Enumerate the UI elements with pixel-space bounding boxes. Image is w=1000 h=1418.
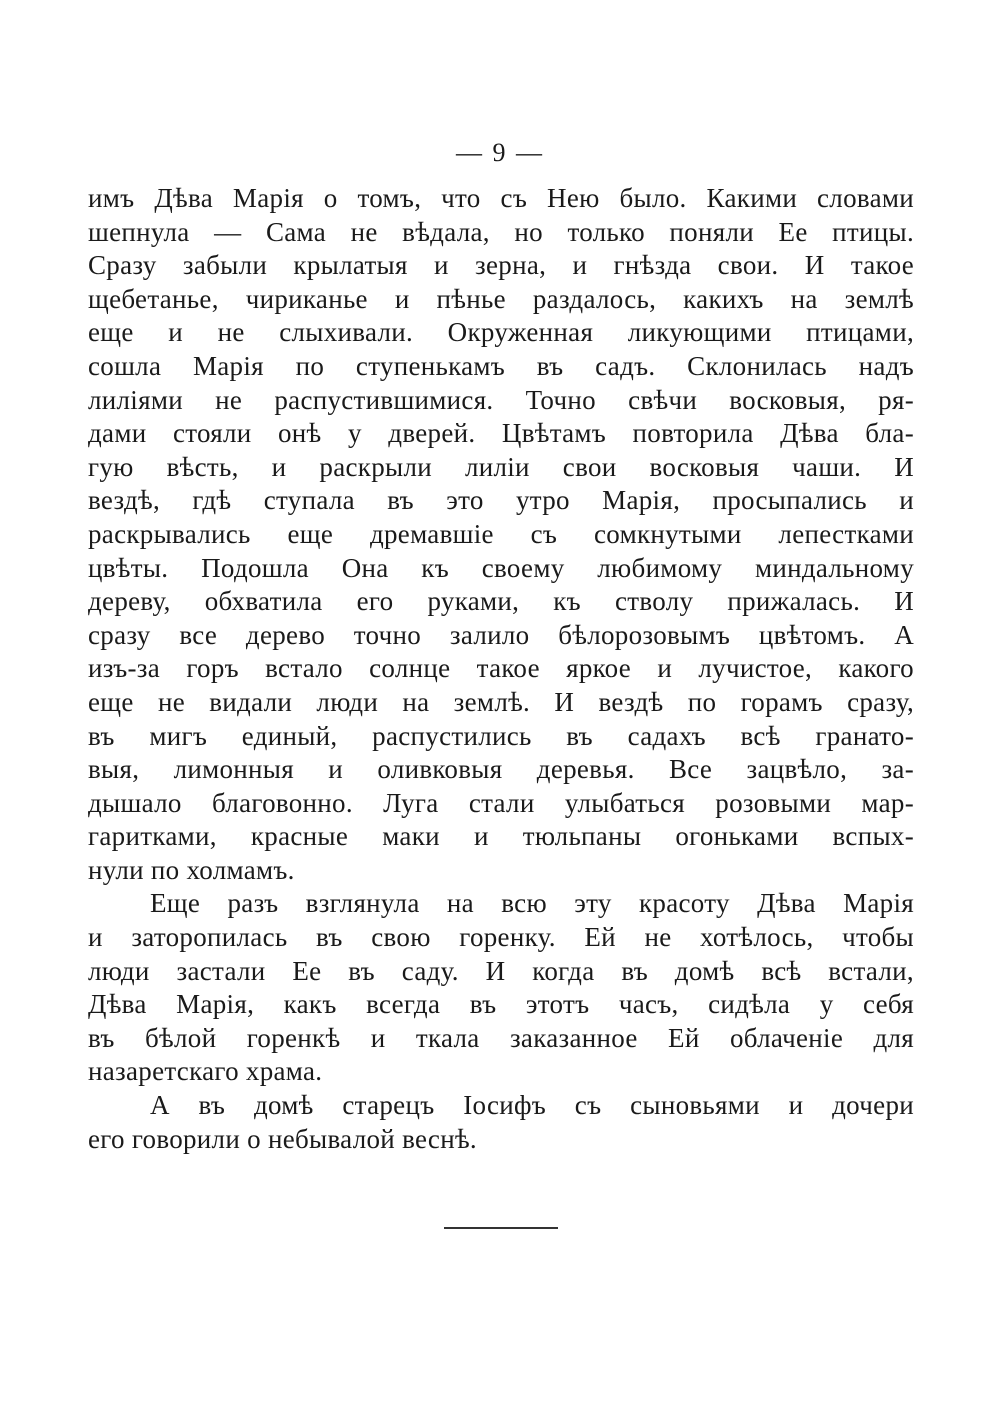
text-line: Дѣва Марія, какъ всегда въ этотъ часъ, сидѣла у себя	[88, 989, 914, 1020]
text-line: дышало благовонно. Луга стали улыбаться розовыми мар-	[88, 787, 914, 818]
text-line: дами стояли онѣ у дверей. Цвѣтамъ повторила Дѣва бла-	[88, 418, 914, 449]
text-line: щебетанье, чириканье и пѣнье раздалось, какихъ на землѣ	[88, 283, 914, 314]
body-text	[88, 182, 914, 1156]
text-line: раскрывались еще дремавшіе съ сомкнутыми лепестками	[88, 518, 914, 549]
text-line: гаритками, красные маки и тюльпаны огоньками вспых-	[88, 821, 914, 852]
text-line: въ мигъ единый, распустились въ садахъ всѣ гранато-	[88, 720, 914, 751]
text-line: сошла Марія по ступенькамъ въ садъ. Склонилась надъ	[88, 350, 914, 381]
text-line: еще не видали люди на землѣ. И вездѣ по горамъ сразу,	[88, 686, 914, 717]
text-line: нули по холмамъ.	[88, 854, 295, 885]
text-line: Сразу забыли крылатыя и зерна, и гнѣзда свои. И такое	[88, 250, 914, 281]
text-line: еще и не слыхивали. Окруженная ликующими птицами,	[88, 317, 914, 348]
section-end-rule	[444, 1227, 558, 1229]
text-line: А въ домѣ старецъ Іосифъ съ сыновьями и дочери	[150, 1090, 914, 1121]
text-line: лиліями не распустившимися. Точно свѣчи восковыя, ря-	[88, 384, 914, 415]
text-line: имъ Дѣва Марія о томъ, что съ Нею было. Какими словами	[88, 183, 914, 213]
text-line: его говорили о небывалой веснѣ.	[88, 1123, 477, 1154]
text-line: сразу все дерево точно залило бѣлорозовымъ цвѣтомъ. А	[88, 619, 914, 650]
text-line: Еще разъ взглянула на всю эту красоту Дѣва Марія	[150, 888, 914, 919]
text-line: шепнула — Сама не вѣдала, но только поняли Ее птицы.	[88, 216, 914, 247]
text-line: гую вѣсть, и раскрыли лиліи свои восковыя чаши. И	[88, 451, 914, 482]
text-line: въ бѣлой горенкѣ и ткала заказанное Ей облаченіе для	[88, 1022, 914, 1053]
text-line: вездѣ, гдѣ ступала въ это утро Марія, просыпались и	[88, 485, 914, 516]
text-line: цвѣты. Подошла Она къ своему любимому миндальному	[88, 552, 914, 583]
text-line: изъ-за горъ встало солнце такое яркое и лучистое, какого	[88, 653, 914, 684]
text-line: дереву, обхватила его руками, къ стволу прижалась. И	[88, 586, 914, 617]
text-line: назаретскаго храма.	[88, 1056, 323, 1087]
text-line: люди застали Ее въ саду. И когда въ домѣ всѣ встали,	[88, 955, 914, 986]
text-line: выя, лимонныя и оливковыя деревья. Все зацвѣло, за-	[88, 754, 914, 785]
page-number: — 9 —	[456, 138, 544, 167]
text-line: и заторопилась въ свою горенку. Ей не хотѣлось, чтобы	[88, 922, 914, 953]
